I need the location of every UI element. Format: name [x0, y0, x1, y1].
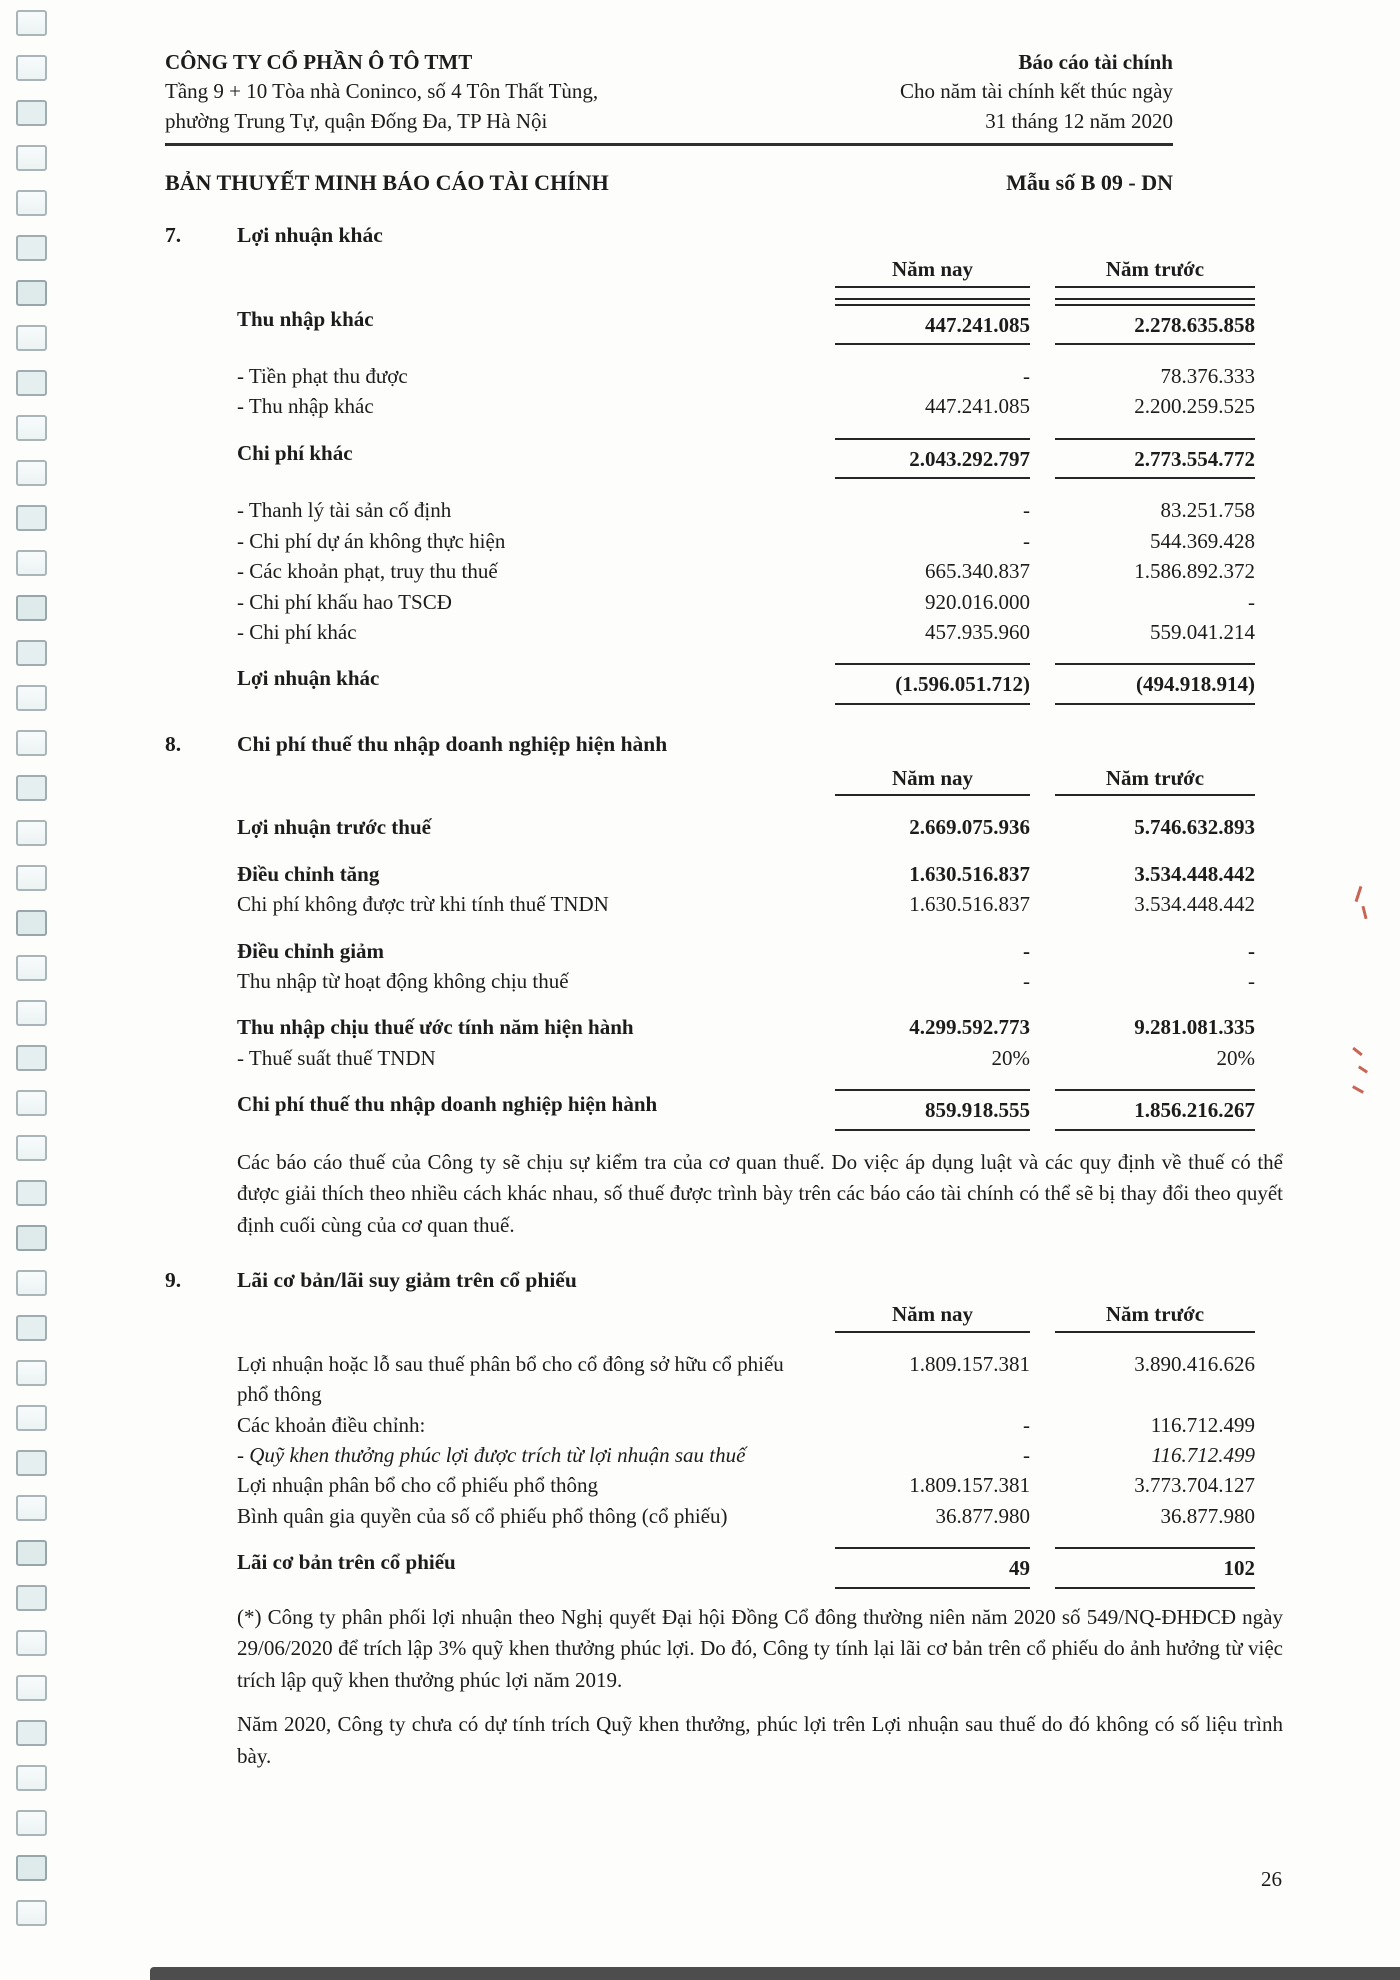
binder-hole	[16, 1810, 47, 1836]
row-value-current-year: 49	[835, 1547, 1030, 1588]
table-row	[237, 812, 1255, 842]
row-value-current-year: 1.809.157.381	[909, 1351, 1030, 1376]
row-value-prior-year: -	[1248, 969, 1255, 994]
binder-hole	[16, 370, 47, 396]
row-value-prior-year: 544.369.428	[1150, 528, 1255, 553]
row-label: - Thanh lý tài sản cố định	[237, 498, 452, 523]
binder-holes	[16, 10, 47, 1926]
row-value-current-year: 447.241.085	[835, 304, 1030, 345]
binder-hole	[16, 820, 47, 846]
binder-hole	[16, 1360, 47, 1386]
binder-hole	[16, 415, 47, 441]
binder-hole	[16, 595, 47, 621]
row-label: Chi phí không được trừ khi tính thuế TNDN	[237, 892, 609, 917]
row-value-current-year: -	[1023, 528, 1030, 553]
row-value-current-year: -	[1023, 1442, 1030, 1467]
section-heading	[165, 1267, 1283, 1295]
row-value-prior-year: 116.712.499	[1150, 1412, 1255, 1437]
row-label: - Thuế suất thuế TNDN	[237, 1045, 436, 1070]
binder-hole	[16, 1000, 47, 1026]
row-label: Thu nhập khác	[237, 306, 374, 331]
table-row	[237, 361, 1255, 391]
row-value-current-year: 920.016.000	[925, 589, 1030, 614]
binder-hole	[16, 10, 47, 36]
table-row	[237, 1410, 1255, 1440]
section-title: Chi phí thuế thu nhập doanh nghiệp hiện hành	[237, 731, 668, 756]
row-label: - Các khoản phạt, truy thu thuế	[237, 559, 498, 584]
table-row	[237, 889, 1255, 919]
binder-hole	[16, 1315, 47, 1341]
row-label: Điều chỉnh tăng	[237, 861, 380, 886]
binder-hole	[16, 1045, 47, 1071]
section-number: 9.	[165, 1268, 182, 1293]
col-header-current-year: Năm nay	[835, 1299, 1030, 1332]
row-value-prior-year: 2.200.259.525	[1134, 394, 1255, 419]
table-row	[237, 663, 1255, 704]
binder-hole	[16, 325, 47, 351]
handwriting-mark	[1355, 886, 1363, 902]
table-row	[237, 1547, 1255, 1588]
binder-hole	[16, 730, 47, 756]
row-value-current-year: -	[1023, 498, 1030, 523]
row-value-current-year: (1.596.051.712)	[835, 663, 1030, 704]
binder-hole	[16, 1900, 47, 1926]
row-value-current-year: -	[1023, 1412, 1030, 1437]
row-label: - Chi phí dự án không thực hiện	[237, 528, 506, 553]
section-heading	[165, 731, 1283, 759]
row-value-prior-year: 2.278.635.858	[1055, 304, 1255, 345]
row-value-prior-year: 3.773.704.127	[1134, 1473, 1255, 1498]
row-value-current-year: 447.241.085	[925, 394, 1030, 419]
table-rows	[237, 812, 1255, 1131]
row-label: Lợi nhuận khác	[237, 666, 380, 691]
binder-hole	[16, 280, 47, 306]
row-value-prior-year: 36.877.980	[1160, 1503, 1255, 1528]
row-value-current-year: 2.043.292.797	[835, 438, 1030, 479]
table-rows	[237, 304, 1255, 705]
row-value-prior-year: -	[1248, 589, 1255, 614]
binder-hole	[16, 1225, 47, 1251]
row-value-prior-year: -	[1248, 938, 1255, 963]
row-value-current-year: 4.299.592.773	[909, 1015, 1030, 1040]
row-value-prior-year: 116.712.499	[1151, 1442, 1255, 1467]
section-table	[237, 1299, 1255, 1589]
col-header-current-year: Năm nay	[835, 254, 1030, 287]
row-label: Các khoản điều chỉnh:	[237, 1412, 426, 1437]
binder-hole	[16, 1405, 47, 1431]
row-value-prior-year: 5.746.632.893	[1134, 815, 1255, 840]
binder-hole	[16, 1675, 47, 1701]
table-row	[237, 1043, 1255, 1073]
table-row	[237, 617, 1255, 647]
report-header	[900, 48, 1173, 136]
page-header	[165, 48, 1173, 146]
column-headers	[237, 1299, 1255, 1332]
row-label: Lợi nhuận phân bổ cho cổ phiếu phổ thông	[237, 1473, 599, 1498]
row-value-current-year: -	[1023, 938, 1030, 963]
company-address-line2: phường Trung Tự, quận Đống Đa, TP Hà Nội	[165, 108, 548, 133]
binder-hole	[16, 1090, 47, 1116]
eps-footnote-1: (*) Công ty phân phối lợi nhuận theo Nghị quyết Đại hội Đồng Cổ đông thường niên năm 2020 số 549/NQ-ĐHĐCĐ ngày 29/06/2020 để trích lập 3% quỹ khen thưởng phúc lợi. Do đó, Công ty tính lại lãi cơ bản trên cổ phiếu do ảnh hưởng từ việc trích lập quỹ khen thưởng phúc lợi năm 2019.	[237, 1604, 1283, 1692]
row-label: - Quỹ khen thưởng phúc lợi được trích từ lợi nhuận sau thuế	[237, 1442, 746, 1467]
binder-hole	[16, 55, 47, 81]
row-value-prior-year: 1.856.216.267	[1055, 1089, 1255, 1130]
scan-edge-shadow	[150, 1967, 1400, 1980]
section-current-income-tax	[165, 731, 1283, 1241]
row-label: Thu nhập chịu thuế ước tính năm hiện hành	[237, 1015, 634, 1040]
col-header-prior-year: Năm trước	[1055, 1299, 1255, 1332]
row-value-current-year: 1.630.516.837	[909, 892, 1030, 917]
binder-hole	[16, 1135, 47, 1161]
company-header	[165, 48, 598, 136]
company-name: CÔNG TY CỔ PHẦN Ô TÔ TMT	[165, 50, 473, 74]
binder-hole	[16, 1540, 47, 1566]
row-value-prior-year: 20%	[1216, 1045, 1255, 1070]
row-label: - Chi phí khác	[237, 620, 357, 645]
binder-hole	[16, 775, 47, 801]
section-earnings-per-share	[165, 1267, 1283, 1772]
binder-hole	[16, 1270, 47, 1296]
table-row	[237, 936, 1255, 966]
row-label: - Thu nhập khác	[237, 394, 374, 419]
row-label: Chi phí khác	[237, 440, 353, 465]
section-title: Lợi nhuận khác	[237, 223, 383, 248]
table-row	[237, 495, 1255, 525]
document-title: BẢN THUYẾT MINH BÁO CÁO TÀI CHÍNH	[165, 170, 609, 196]
col-header-current-year: Năm nay	[835, 763, 1030, 796]
row-value-current-year: 1.630.516.837	[909, 861, 1030, 886]
report-subtitle-line2: 31 tháng 12 năm 2020	[985, 108, 1173, 133]
table-row	[237, 438, 1255, 479]
binder-hole	[16, 1450, 47, 1476]
table-row	[237, 1012, 1255, 1042]
row-value-prior-year: 83.251.758	[1160, 498, 1255, 523]
table-row	[237, 966, 1255, 996]
row-value-prior-year: 78.376.333	[1160, 363, 1255, 388]
row-value-current-year: 20%	[991, 1045, 1030, 1070]
binder-hole	[16, 1585, 47, 1611]
row-value-prior-year: 3.534.448.442	[1134, 892, 1255, 917]
binder-hole	[16, 1855, 47, 1881]
handwriting-mark	[1358, 1066, 1368, 1074]
row-label: - Chi phí khấu hao TSCĐ	[237, 589, 452, 614]
handwriting-mark	[1361, 906, 1367, 919]
table-row	[237, 1440, 1255, 1470]
table-row	[237, 859, 1255, 889]
table-row	[237, 556, 1255, 586]
form-number: Mẫu số B 09 - DN	[1006, 170, 1173, 196]
binder-hole	[16, 100, 47, 126]
handwriting-mark	[1352, 1085, 1364, 1093]
binder-hole	[16, 505, 47, 531]
section-title: Lãi cơ bản/lãi suy giảm trên cổ phiếu	[237, 1268, 577, 1293]
row-value-prior-year: 2.773.554.772	[1055, 438, 1255, 479]
binder-hole	[16, 910, 47, 936]
section-number: 8.	[165, 731, 182, 756]
table-rows	[237, 1349, 1255, 1589]
column-headers	[237, 763, 1255, 796]
table-row	[237, 1349, 1255, 1410]
row-label: - Tiền phạt thu được	[237, 363, 408, 388]
row-label: Điều chỉnh giảm	[237, 938, 385, 963]
binder-hole	[16, 685, 47, 711]
section-other-profit	[165, 222, 1283, 705]
row-value-current-year: 2.669.075.936	[909, 815, 1030, 840]
binder-hole	[16, 1630, 47, 1656]
row-label: Lãi cơ bản trên cổ phiếu	[237, 1550, 456, 1575]
report-subtitle-line1: Cho năm tài chính kết thúc ngày	[900, 79, 1173, 104]
row-value-current-year: -	[1023, 363, 1030, 388]
row-label: Chi phí thuế thu nhập doanh nghiệp hiện hành	[237, 1092, 658, 1117]
column-headers	[237, 254, 1255, 287]
tax-note-paragraph: Các báo cáo thuế của Công ty sẽ chịu sự kiểm tra của cơ quan thuế. Do việc áp dụng luật và các quy định về thuế có thể được giải thích theo nhiều cách khác nhau, số thuế được trình bày trên các báo cáo tài chính có thể sẽ bị thay đổi theo quyết định cuối cùng của cơ quan thuế.	[237, 1149, 1283, 1237]
row-value-current-year: -	[1023, 969, 1030, 994]
row-label: Bình quân gia quyền của số cổ phiếu phổ thông (cổ phiếu)	[237, 1503, 728, 1528]
binder-hole	[16, 1180, 47, 1206]
section-heading	[165, 222, 1283, 250]
row-label: Thu nhập từ hoạt động không chịu thuế	[237, 969, 569, 994]
binder-hole	[16, 1765, 47, 1791]
table-row	[237, 1501, 1255, 1531]
company-address-line1: Tầng 9 + 10 Tòa nhà Coninco, số 4 Tôn Thất Tùng,	[165, 79, 599, 104]
row-value-current-year: 1.809.157.381	[909, 1473, 1030, 1498]
section-number: 7.	[165, 223, 182, 248]
report-title: Báo cáo tài chính	[1018, 50, 1173, 74]
row-value-prior-year: 3.890.416.626	[1134, 1351, 1255, 1376]
section-table	[237, 254, 1255, 705]
table-row	[237, 1470, 1255, 1500]
binder-hole	[16, 460, 47, 486]
table-row	[237, 304, 1255, 345]
binder-hole	[16, 235, 47, 261]
page-number: 26	[1261, 1867, 1282, 1891]
binder-hole	[16, 145, 47, 171]
binder-hole	[16, 1720, 47, 1746]
row-value-current-year: 859.918.555	[835, 1089, 1030, 1130]
row-value-prior-year: (494.918.914)	[1055, 663, 1255, 704]
binder-hole	[16, 640, 47, 666]
eps-footnote-2: Năm 2020, Công ty chưa có dự tính trích Quỹ khen thưởng, phúc lợi trên Lợi nhuận sau thuế do đó không có số liệu trình bày.	[237, 1712, 1283, 1768]
col-header-prior-year: Năm trước	[1055, 763, 1255, 796]
table-row	[237, 391, 1255, 421]
row-value-prior-year: 102	[1055, 1547, 1255, 1588]
row-value-current-year: 665.340.837	[925, 559, 1030, 584]
row-label: Lợi nhuận hoặc lỗ sau thuế phân bổ cho cổ đông sở hữu cổ phiếu phổ thông	[237, 1351, 784, 1407]
row-value-prior-year: 559.041.214	[1150, 620, 1255, 645]
table-row	[237, 1089, 1255, 1130]
table-row	[237, 526, 1255, 556]
binder-hole	[16, 550, 47, 576]
document-body	[165, 48, 1283, 1772]
row-value-prior-year: 9.281.081.335	[1134, 1015, 1255, 1040]
document-title-row	[165, 170, 1173, 196]
row-value-current-year: 36.877.980	[935, 1503, 1030, 1528]
col-header-prior-year: Năm trước	[1055, 254, 1255, 287]
row-value-prior-year: 3.534.448.442	[1134, 861, 1255, 886]
row-value-prior-year: 1.586.892.372	[1134, 559, 1255, 584]
section-table	[237, 763, 1255, 1131]
binder-hole	[16, 1495, 47, 1521]
handwriting-mark	[1352, 1047, 1363, 1056]
binder-hole	[16, 190, 47, 216]
row-label: Lợi nhuận trước thuế	[237, 815, 431, 840]
binder-hole	[16, 865, 47, 891]
table-row	[237, 587, 1255, 617]
binder-hole	[16, 955, 47, 981]
row-value-current-year: 457.935.960	[925, 620, 1030, 645]
